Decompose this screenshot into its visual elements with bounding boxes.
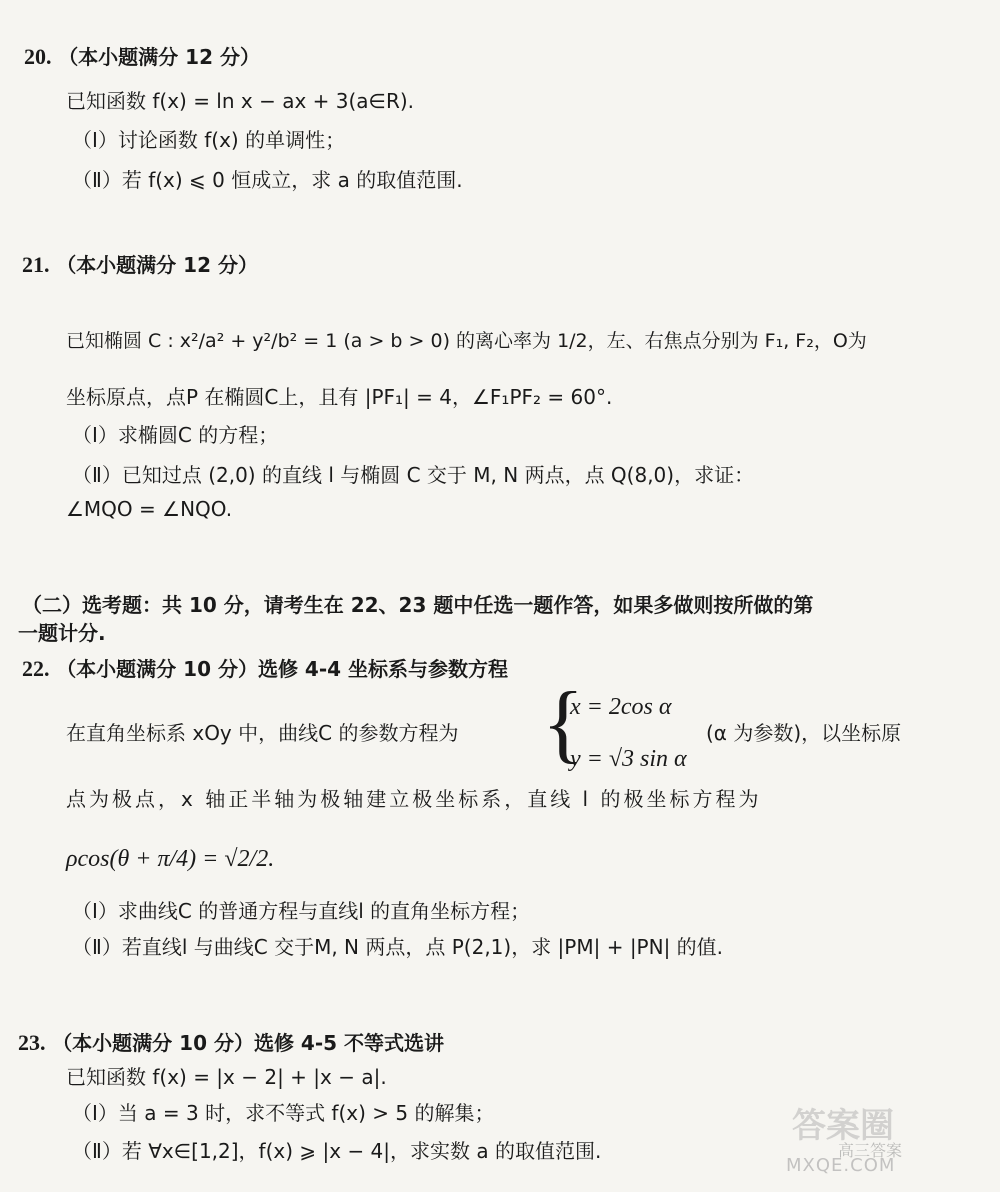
q20-part1: （Ⅰ）讨论函数 f(x) 的单调性； [72,128,346,152]
q21-header: （本小题满分 12 分） [56,253,258,277]
q21-part2-line2: ∠MQO = ∠NQO. [66,497,233,521]
watermark-site: MXQE.COM [786,1155,896,1176]
q23-part2: （Ⅱ）若 ∀x∈[1,2]，f(x) ⩾ |x − 4|，求实数 a 的取值范围. [72,1139,602,1163]
q21-stem-line2: 坐标原点，点P 在椭圆C上，且有 |PF₁| = 4，∠F₁PF₂ = 60°. [66,385,613,409]
q20-part2: （Ⅱ）若 f(x) ⩽ 0 恒成立，求 a 的取值范围. [72,168,463,192]
q20-stem: 已知函数 f(x) = ln x − ax + 3(a∈R). [66,89,415,113]
q22-brace: { [542,675,585,772]
q22-stem-pre: 在直角坐标系 xOy 中，曲线C 的参数方程为 [66,721,459,745]
q21-heading [22,252,258,278]
q21-number: 21. [22,252,50,277]
watermark-sub: 高三答案 [838,1141,903,1160]
q22-line2: 点为极点，x 轴正半轴为极轴建立极坐标系，直线 l 的极坐标方程为 [66,787,762,811]
q23-stem: 已知函数 f(x) = |x − 2| + |x − a|. [66,1065,387,1089]
section2-line1: （二）选考题：共 10 分，请考生在 22、23 题中任选一题作答，如果多做则按所做的第 [22,593,814,617]
q23-number: 23. [18,1030,46,1055]
watermark-title: 答案圈 [792,1106,894,1146]
q22-number: 22. [22,656,50,681]
q20-number: 20. [24,44,52,69]
q21-part1: （Ⅰ）求椭圆C 的方程； [72,423,279,447]
q22-eq-x: x = 2cos α [570,694,672,720]
q23-header: （本小题满分 10 分）选修 4-5 不等式选讲 [52,1031,445,1055]
q23-part1: （Ⅰ）当 a = 3 时，求不等式 f(x) > 5 的解集； [72,1101,495,1125]
q22-header: （本小题满分 10 分）选修 4-4 坐标系与参数方程 [56,657,509,681]
q22-line3: ρcos(θ + π/4) = √2/2. [66,846,275,872]
q20-heading [24,44,260,70]
q20-header: （本小题满分 12 分） [58,45,260,69]
q21-stem-line1: 已知椭圆 C : x²/a² + y²/b² = 1 (a > b > 0) 的离心率为 1/2，左、右焦点分别为 F₁, F₂，O为 [66,330,867,352]
q22-heading [22,656,508,682]
watermark [782,1098,982,1180]
q22-part2: （Ⅱ）若直线l 与曲线C 交于M, N 两点，点 P(2,1)，求 |PM| + |PN| 的值. [72,935,724,959]
q22-part1: （Ⅰ）求曲线C 的普通方程与直线l 的直角坐标方程； [72,899,531,923]
q22-eq-y: y = √3 sin α [570,746,687,772]
q23-heading [18,1030,444,1056]
q22-stem-post: (α 为参数)，以坐标原 [706,721,902,745]
q21-part2-line1: （Ⅱ）已知过点 (2,0) 的直线 l 与椭圆 C 交于 M, N 两点，点 Q(8,0)，求证： [72,463,755,487]
section2-line2: 一题计分. [18,621,106,645]
